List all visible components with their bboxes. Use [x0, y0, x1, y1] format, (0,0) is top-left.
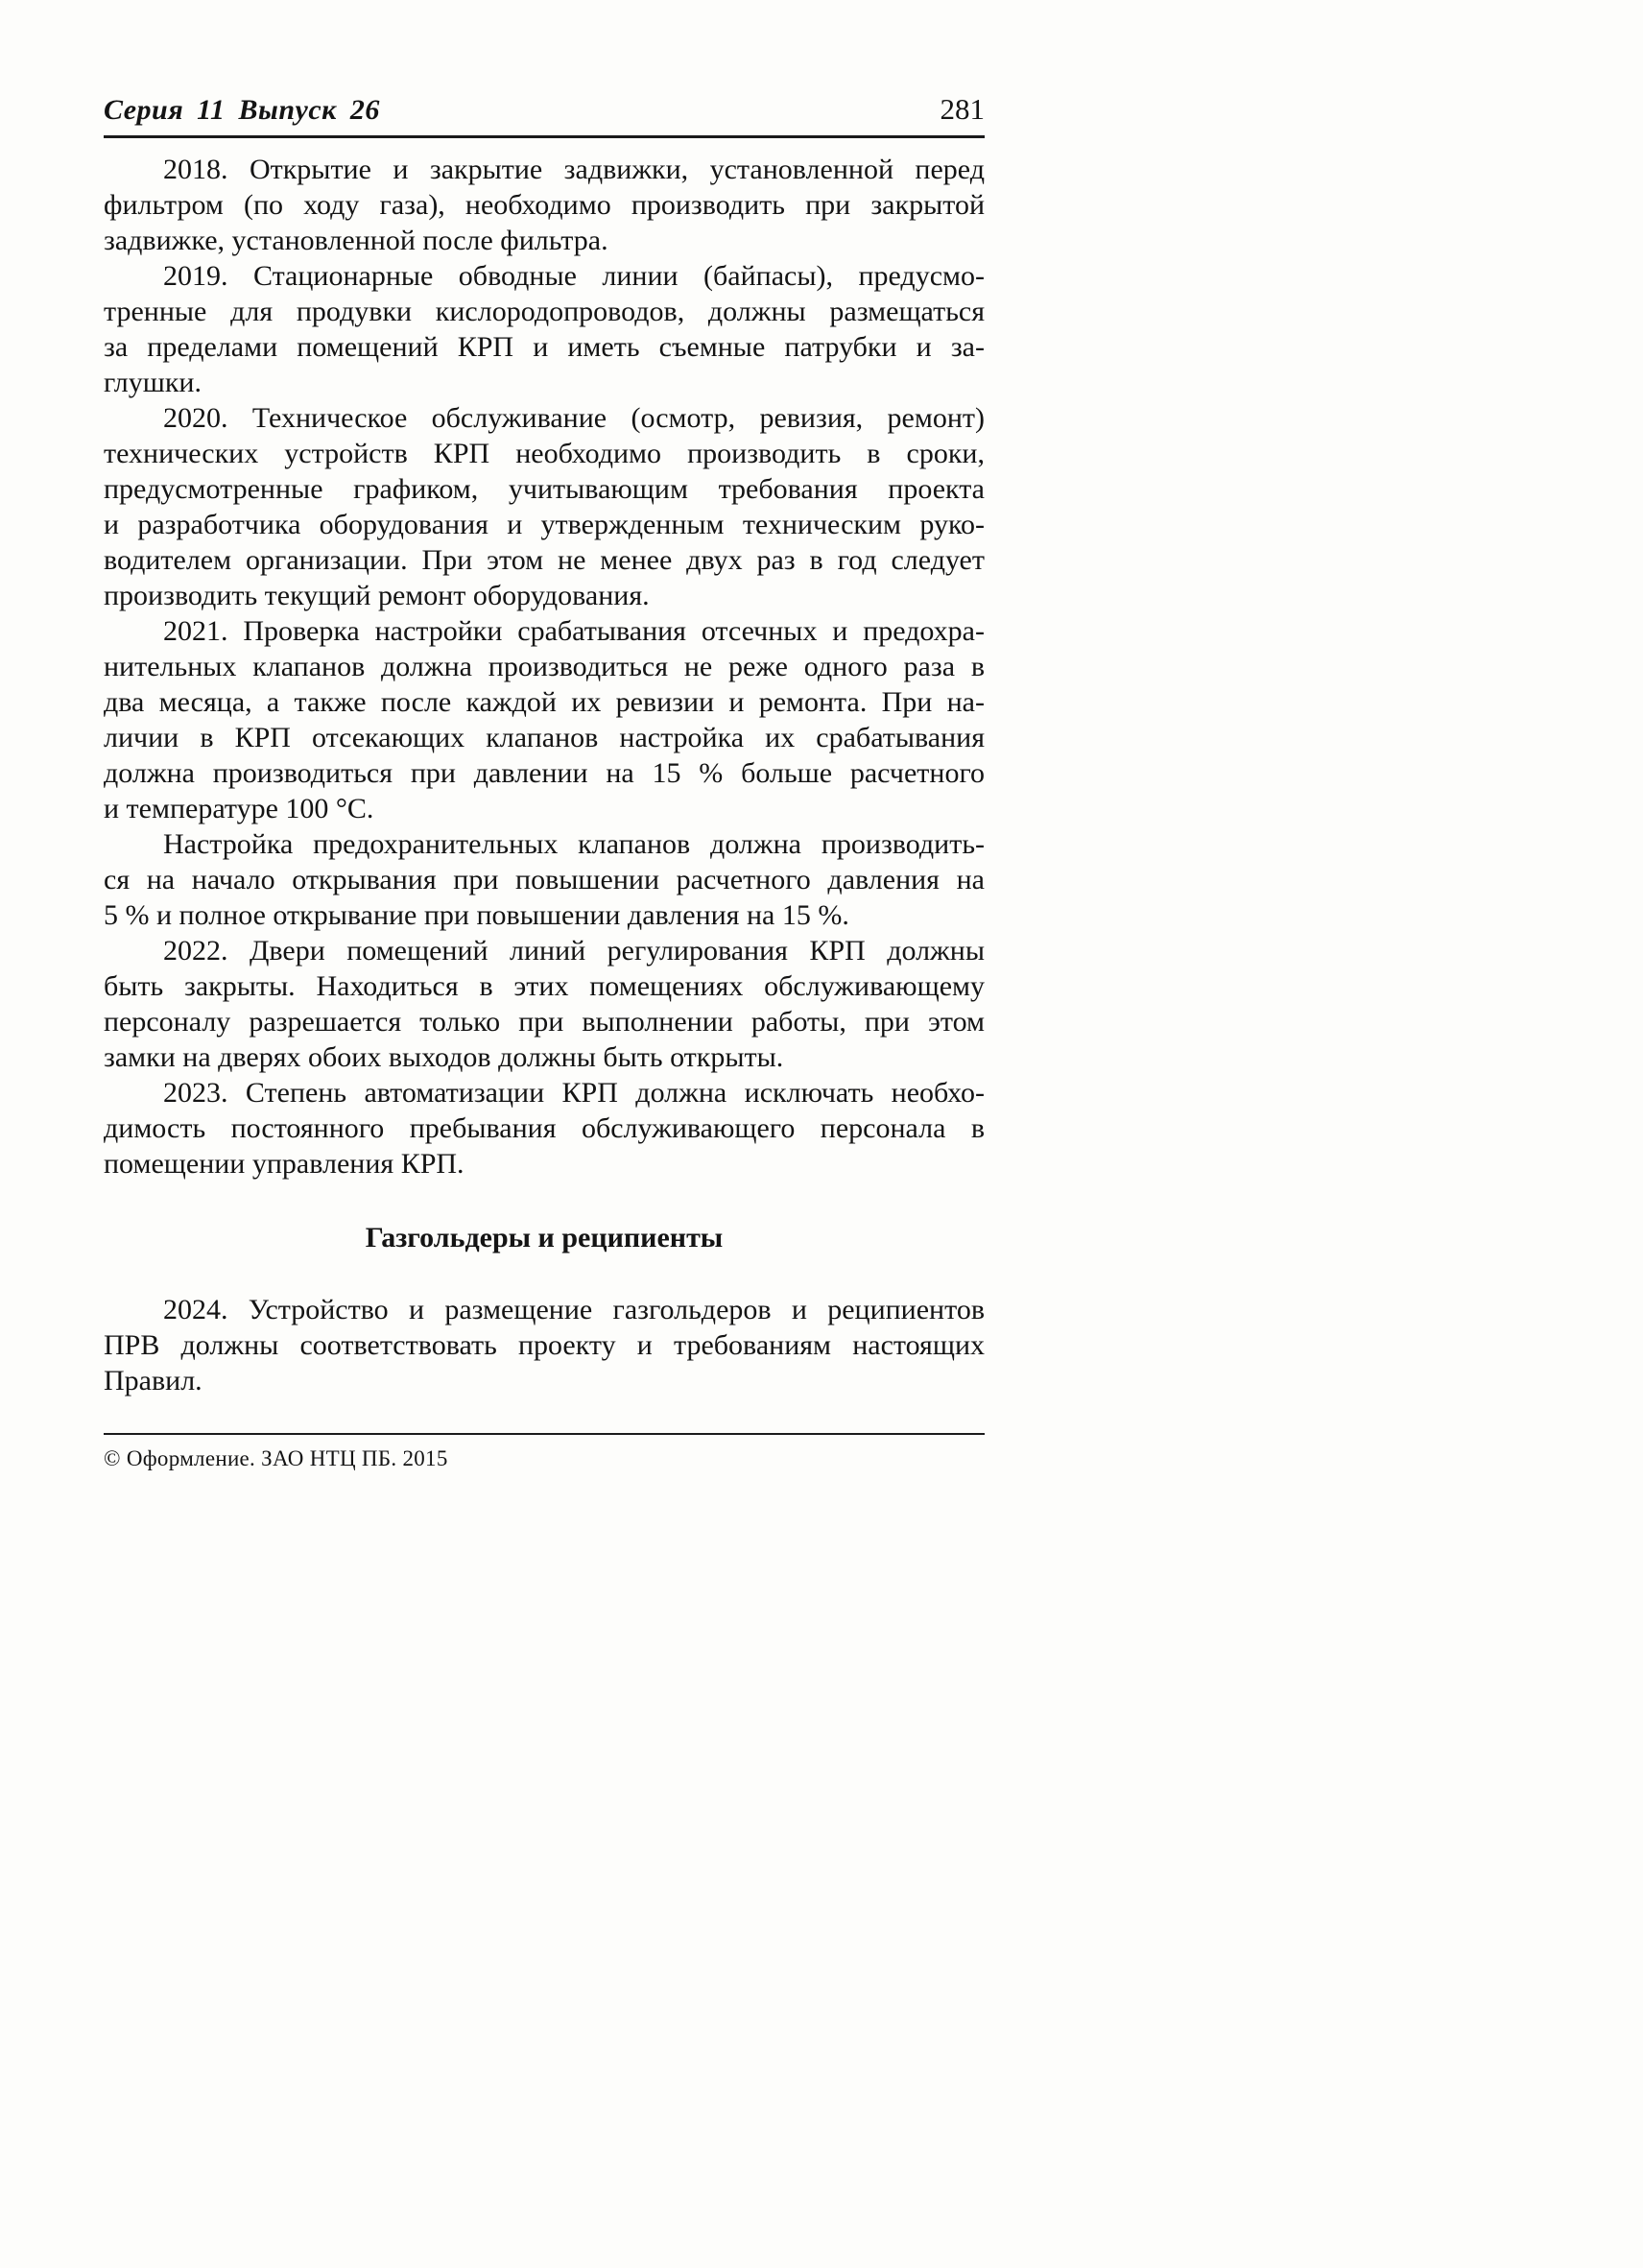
text-line: ПРВ должны соответствовать проекту и требованиям настоящих: [104, 1329, 985, 1361]
text-line: димость постоянного пребывания обслуживающего персонала в: [104, 1112, 985, 1144]
text-line: и разработчика оборудования и утвержденным техническим руко-: [104, 509, 985, 540]
text-line: за пределами помещений КРП и иметь съемные патрубки и за-: [104, 331, 985, 363]
text-line: два месяца, а также после каждой их ревизии и ремонта. При на-: [104, 686, 985, 718]
paragraph: [104, 1292, 985, 1398]
text-line: производить текущий ремонт оборудования.: [104, 580, 650, 611]
text-line: 2020. Техническое обслуживание (осмотр, ревизия, ремонт): [163, 402, 985, 434]
text-line: нительных клапанов должна производиться не реже одного раза в: [104, 651, 985, 682]
text-line: тренные для продувки кислородопроводов, должны размещаться: [104, 296, 985, 327]
copyright-text: © Оформление. ЗАО НТЦ ПБ. 2015: [104, 1446, 448, 1470]
text-line: ся на начало открывания при повышении расчетного давления на: [104, 864, 985, 895]
paragraph: [104, 826, 985, 933]
page-number: 281: [940, 92, 985, 126]
page-footer: [104, 1433, 985, 1471]
text-block: [104, 92, 985, 1471]
paragraph: [104, 613, 985, 826]
paragraph: [104, 1075, 985, 1182]
text-line: фильтром (по ходу газа), необходимо производить при закрытой: [104, 189, 985, 221]
paragraph: [104, 152, 985, 258]
paragraph: [104, 258, 985, 400]
text-line: глушки.: [104, 367, 202, 398]
text-line: предусмотренные графиком, учитывающим требования проекта: [104, 473, 985, 505]
text-line: 2019. Стационарные обводные линии (байпасы), предусмо-: [163, 260, 985, 292]
text-line: 2021. Проверка настройки срабатывания отсечных и предохра-: [163, 615, 985, 647]
text-line: замки на дверях обоих выходов должны быть открыты.: [104, 1041, 784, 1073]
text-line: технических устройств КРП необходимо производить в сроки,: [104, 438, 985, 469]
paragraph: [104, 400, 985, 613]
text-line: задвижке, установленной после фильтра.: [104, 225, 608, 256]
text-line: должна производиться при давлении на 15 % больше расчетного: [104, 757, 985, 789]
text-line: Правил.: [104, 1365, 202, 1397]
text-line: личии в КРП отсекающих клапанов настройка их срабатывания: [104, 722, 985, 753]
text-line: персоналу разрешается только при выполнении работы, при этом: [104, 1006, 985, 1038]
text-line: 2023. Степень автоматизации КРП должна исключать необхо-: [163, 1077, 985, 1109]
text-line: водителем организации. При этом не менее двух раз в год следует: [104, 544, 985, 576]
text-line: 2024. Устройство и размещение газгольдеров и реципиентов: [163, 1294, 985, 1325]
text-line: 2018. Открытие и закрытие задвижки, установленной перед: [163, 154, 985, 185]
text-line: 2022. Двери помещений линий регулирования КРП должны: [163, 935, 985, 967]
paragraph: [104, 933, 985, 1075]
text-line: и температуре 100 °С.: [104, 793, 374, 824]
text-line: Настройка предохранительных клапанов должна производить-: [163, 828, 985, 860]
running-header: [104, 92, 985, 138]
section-heading: Газгольдеры и реципиенты: [365, 1222, 724, 1253]
text-line: помещении управления КРП.: [104, 1148, 464, 1180]
page-body: [104, 152, 985, 1398]
text-line: 5 % и полное открывание при повышении давления на 15 %.: [104, 899, 849, 931]
header-series-label: Серия 11 Выпуск 26: [104, 94, 380, 126]
text-line: быть закрыты. Находиться в этих помещениях обслуживающему: [104, 970, 985, 1002]
